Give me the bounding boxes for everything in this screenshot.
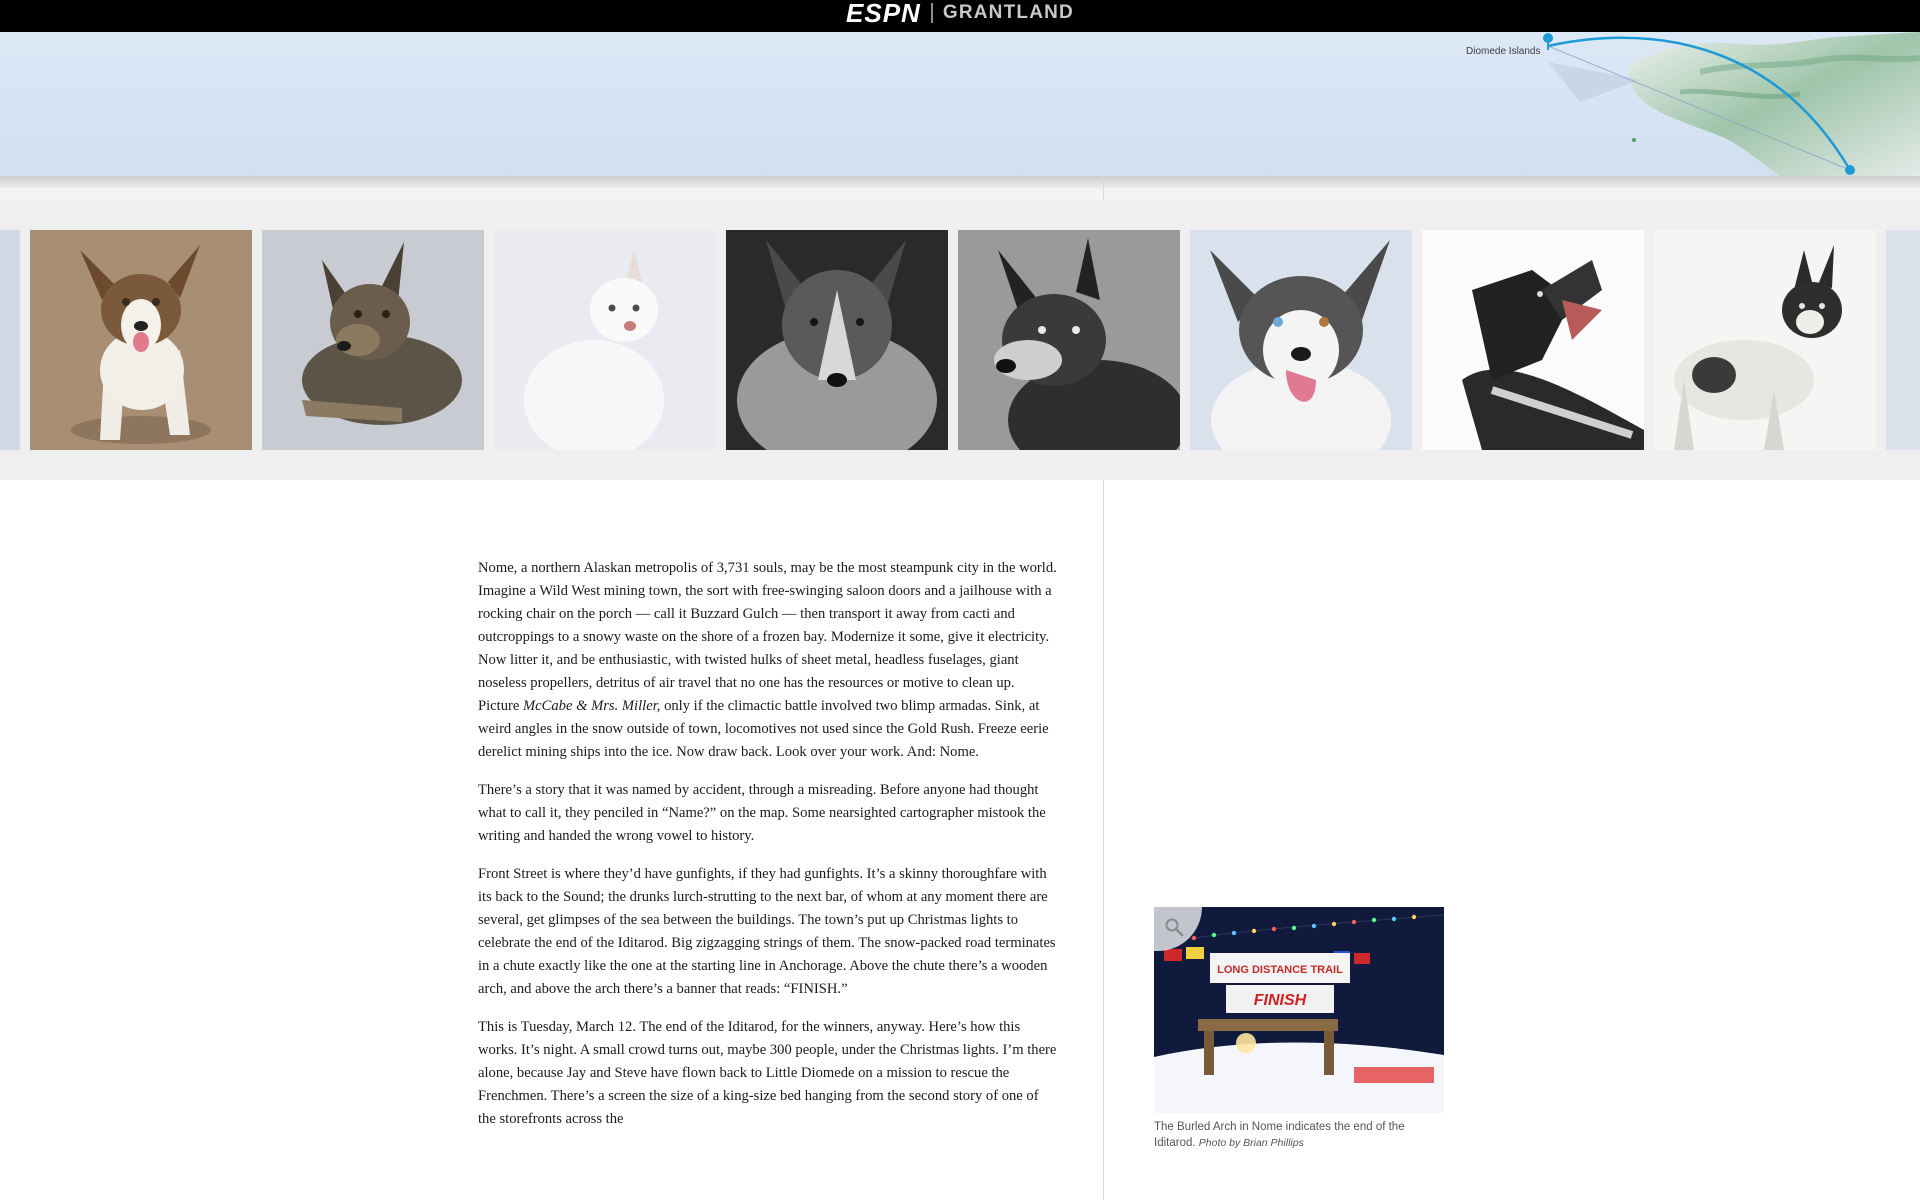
article-paragraph-2: There’s a story that it was named by accident, through a misreading. Before anyone had thought what to call it, they penciled in “Name?” on the map. Some nearsighted cartographer mistook the writing and handed the wrong vowel to history. [478,782,1046,844]
map-label-diomede: Diomede Islands [1466,46,1541,57]
dog-photo-partial-right[interactable] [1886,230,1920,450]
finish-arch-photo[interactable] [1154,907,1444,1113]
brand-logo[interactable] [0,0,1920,32]
dog-photo-3[interactable] [494,230,716,450]
magnifier-icon [1164,917,1184,937]
dog-photo-7[interactable] [1422,230,1644,450]
espn-logo: ESPN [846,0,921,28]
dog-photo-partial-left[interactable] [0,230,20,450]
logo-divider [931,3,933,23]
dog-photo-1[interactable] [30,230,252,450]
figure-caption [1154,1119,1444,1151]
paragraph-text: Nome, a northern Alaskan metropolis of 3,731 souls, may be the most steampunk city in the world. Imagine a Wild West mining town, the sort with free-swinging saloon doors and a jailhouse with a rocking chair on the porch — call it Buzzard Gulch — then transport it away from cacti and outcroppings to a snowy waste on the shore of a frozen bay. Modernize it some, give it electricity. Now litter it, and be enthusiastic, with twisted hulks of sheet metal, headless fuselages, giant noseless propellers, detritus of air travel that no one has the resources or motive to clean up. Picture [478,560,1057,714]
column-divider-top [1103,176,1104,200]
banner-top-text: LONG DISTANCE TRAIL [1217,964,1343,976]
route-map [0,32,1920,176]
article-body [478,557,1058,1146]
grantland-logo: GRANTLAND [942,2,1074,23]
dog-photo-4[interactable] [726,230,948,450]
photo-credit: Photo by Brian Phillips [1198,1137,1304,1149]
dog-photo-strip[interactable] [0,200,1920,480]
dog-photo-6[interactable] [1190,230,1412,450]
dog-photo-2[interactable] [262,230,484,450]
article-paragraph-3: Front Street is where they’d have gunfights, if they had gunfights. It’s a skinny thoroughfare with its back to the Sound; the drunks lurch-strutting to the next bar, of whom at any moment there are several, get glimpses of the sea between the buildings. The town’s put up Christmas lights to celebrate the end of the Iditarod. Big zigzagging strings of them. The snow-packed road terminates in a chute exactly like the one at the starting line in Anchorage. Above the chute there’s a wooden arch, and above the arch there’s a banner that reads: “FINISH.” [478,866,1056,997]
finish-arch-image [1154,907,1444,1113]
dog-photo-8[interactable] [1654,230,1876,450]
route-map-graphic [0,32,1920,176]
banner-finish-text: FINISH [1253,992,1307,1009]
side-figure [1154,907,1444,1151]
article-paragraph-1 [478,557,1058,764]
section-gap [0,188,1920,200]
column-divider [1103,480,1104,1200]
dog-photo-5[interactable] [958,230,1180,450]
article-paragraph-4: This is Tuesday, March 12. The end of the Iditarod, for the winners, anyway. Here’s how this works. It’s night. A small crowd turns out, maybe 300 people, under the Christmas lights. I’m there alone, because Jay and Steve have flown back to Little Diomede on a mission to rescue the Frenchmen. There’s a screen the size of a king-size bed hanging from the second story of one of the storefronts across the [478,1019,1057,1127]
map-bottom-shadow [0,176,1920,188]
caption-text: The Burled Arch in Nome indicates the end of the Iditarod. [1154,1121,1405,1149]
paragraph-text: only if the climactic battle involved two blimp armadas. Sink, at weird angles in the snow outside of town, locomotives not used since the Gold Rush. Freeze eerie derelict mining ships into the ice. Now draw back. Look over your work. And: Nome. [478,698,1049,760]
film-title: McCabe & Mrs. Miller, [523,698,661,714]
